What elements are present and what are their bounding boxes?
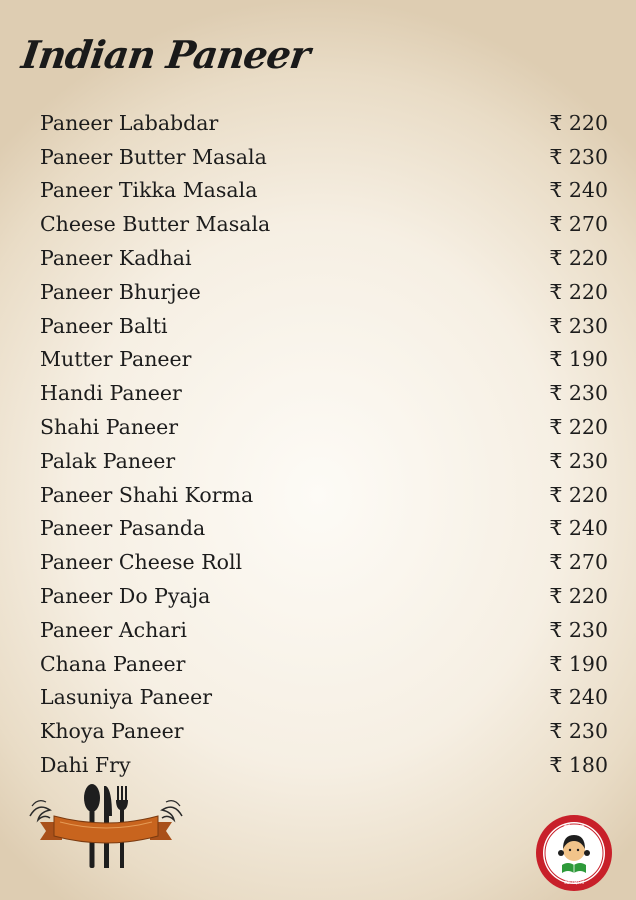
menu-item	[40, 714, 608, 748]
item-price: ₹ 240	[549, 178, 608, 203]
menu-item	[40, 275, 608, 309]
item-price: ₹ 240	[549, 685, 608, 710]
item-price: ₹ 180	[549, 753, 608, 778]
item-name: Dahi Fry	[40, 753, 131, 778]
item-price: ₹ 220	[549, 246, 608, 271]
item-name: Shahi Paneer	[40, 415, 179, 440]
item-name: Paneer Do Pyaja	[40, 584, 211, 609]
item-name: Khoya Paneer	[40, 719, 184, 744]
menu-list	[40, 106, 608, 782]
section-heading: Indian Paneer	[18, 32, 313, 77]
item-price: ₹ 220	[549, 584, 608, 609]
item-name: Lasuniya Paneer	[40, 685, 212, 710]
seal-bottom-text: बेटी पढ़ाओ	[563, 880, 585, 886]
menu-item	[40, 309, 608, 343]
item-name: Paneer Achari	[40, 617, 187, 642]
item-price: ₹ 220	[549, 110, 608, 135]
item-price: ₹ 190	[549, 347, 608, 372]
item-price: ₹ 220	[549, 279, 608, 304]
menu-item	[40, 579, 608, 613]
item-name: Paneer Bhurjee	[40, 279, 201, 304]
item-name: Paneer Tikka Masala	[40, 178, 258, 203]
menu-item	[40, 376, 608, 410]
menu-item	[40, 478, 608, 512]
item-price: ₹ 190	[549, 651, 608, 676]
item-name: Paneer Pasanda	[40, 516, 206, 541]
item-name: Handi Paneer	[40, 381, 182, 406]
item-name: Cheese Butter Masala	[40, 212, 271, 237]
item-name: Paneer Butter Masala	[40, 144, 267, 169]
item-name: Chana Paneer	[40, 651, 186, 676]
menu-item	[40, 207, 608, 241]
item-price: ₹ 220	[549, 415, 608, 440]
item-price: ₹ 230	[549, 144, 608, 169]
menu-item	[40, 647, 608, 681]
item-name: Paneer Lababdar	[40, 110, 219, 135]
menu-item	[40, 106, 608, 140]
item-price: ₹ 230	[549, 381, 608, 406]
menu-item	[40, 748, 608, 782]
item-price: ₹ 230	[549, 313, 608, 338]
item-price: ₹ 240	[549, 516, 608, 541]
item-price: ₹ 270	[549, 550, 608, 575]
item-price: ₹ 230	[549, 448, 608, 473]
item-name: Mutter Paneer	[40, 347, 192, 372]
item-name: Paneer Balti	[40, 313, 168, 338]
menu-item	[40, 140, 608, 174]
item-price: ₹ 220	[549, 482, 608, 507]
cutlery-ribbon-icon	[26, 782, 186, 874]
menu-item	[40, 512, 608, 546]
menu-item	[40, 444, 608, 478]
item-price: ₹ 230	[549, 617, 608, 642]
menu-item	[40, 681, 608, 715]
menu-item	[40, 545, 608, 579]
item-name: Paneer Shahi Korma	[40, 482, 254, 507]
item-price: ₹ 230	[549, 719, 608, 744]
menu-item	[40, 343, 608, 377]
menu-item	[40, 241, 608, 275]
item-name: Paneer Kadhai	[40, 246, 192, 271]
item-price: ₹ 270	[549, 212, 608, 237]
seal-top-text: बेटी बचाओ	[563, 824, 585, 830]
item-name: Paneer Cheese Roll	[40, 550, 243, 575]
menu-item	[40, 174, 608, 208]
menu-item	[40, 410, 608, 444]
beti-bachao-logo-icon	[534, 813, 614, 893]
item-name: Palak Paneer	[40, 448, 176, 473]
menu-item	[40, 613, 608, 647]
